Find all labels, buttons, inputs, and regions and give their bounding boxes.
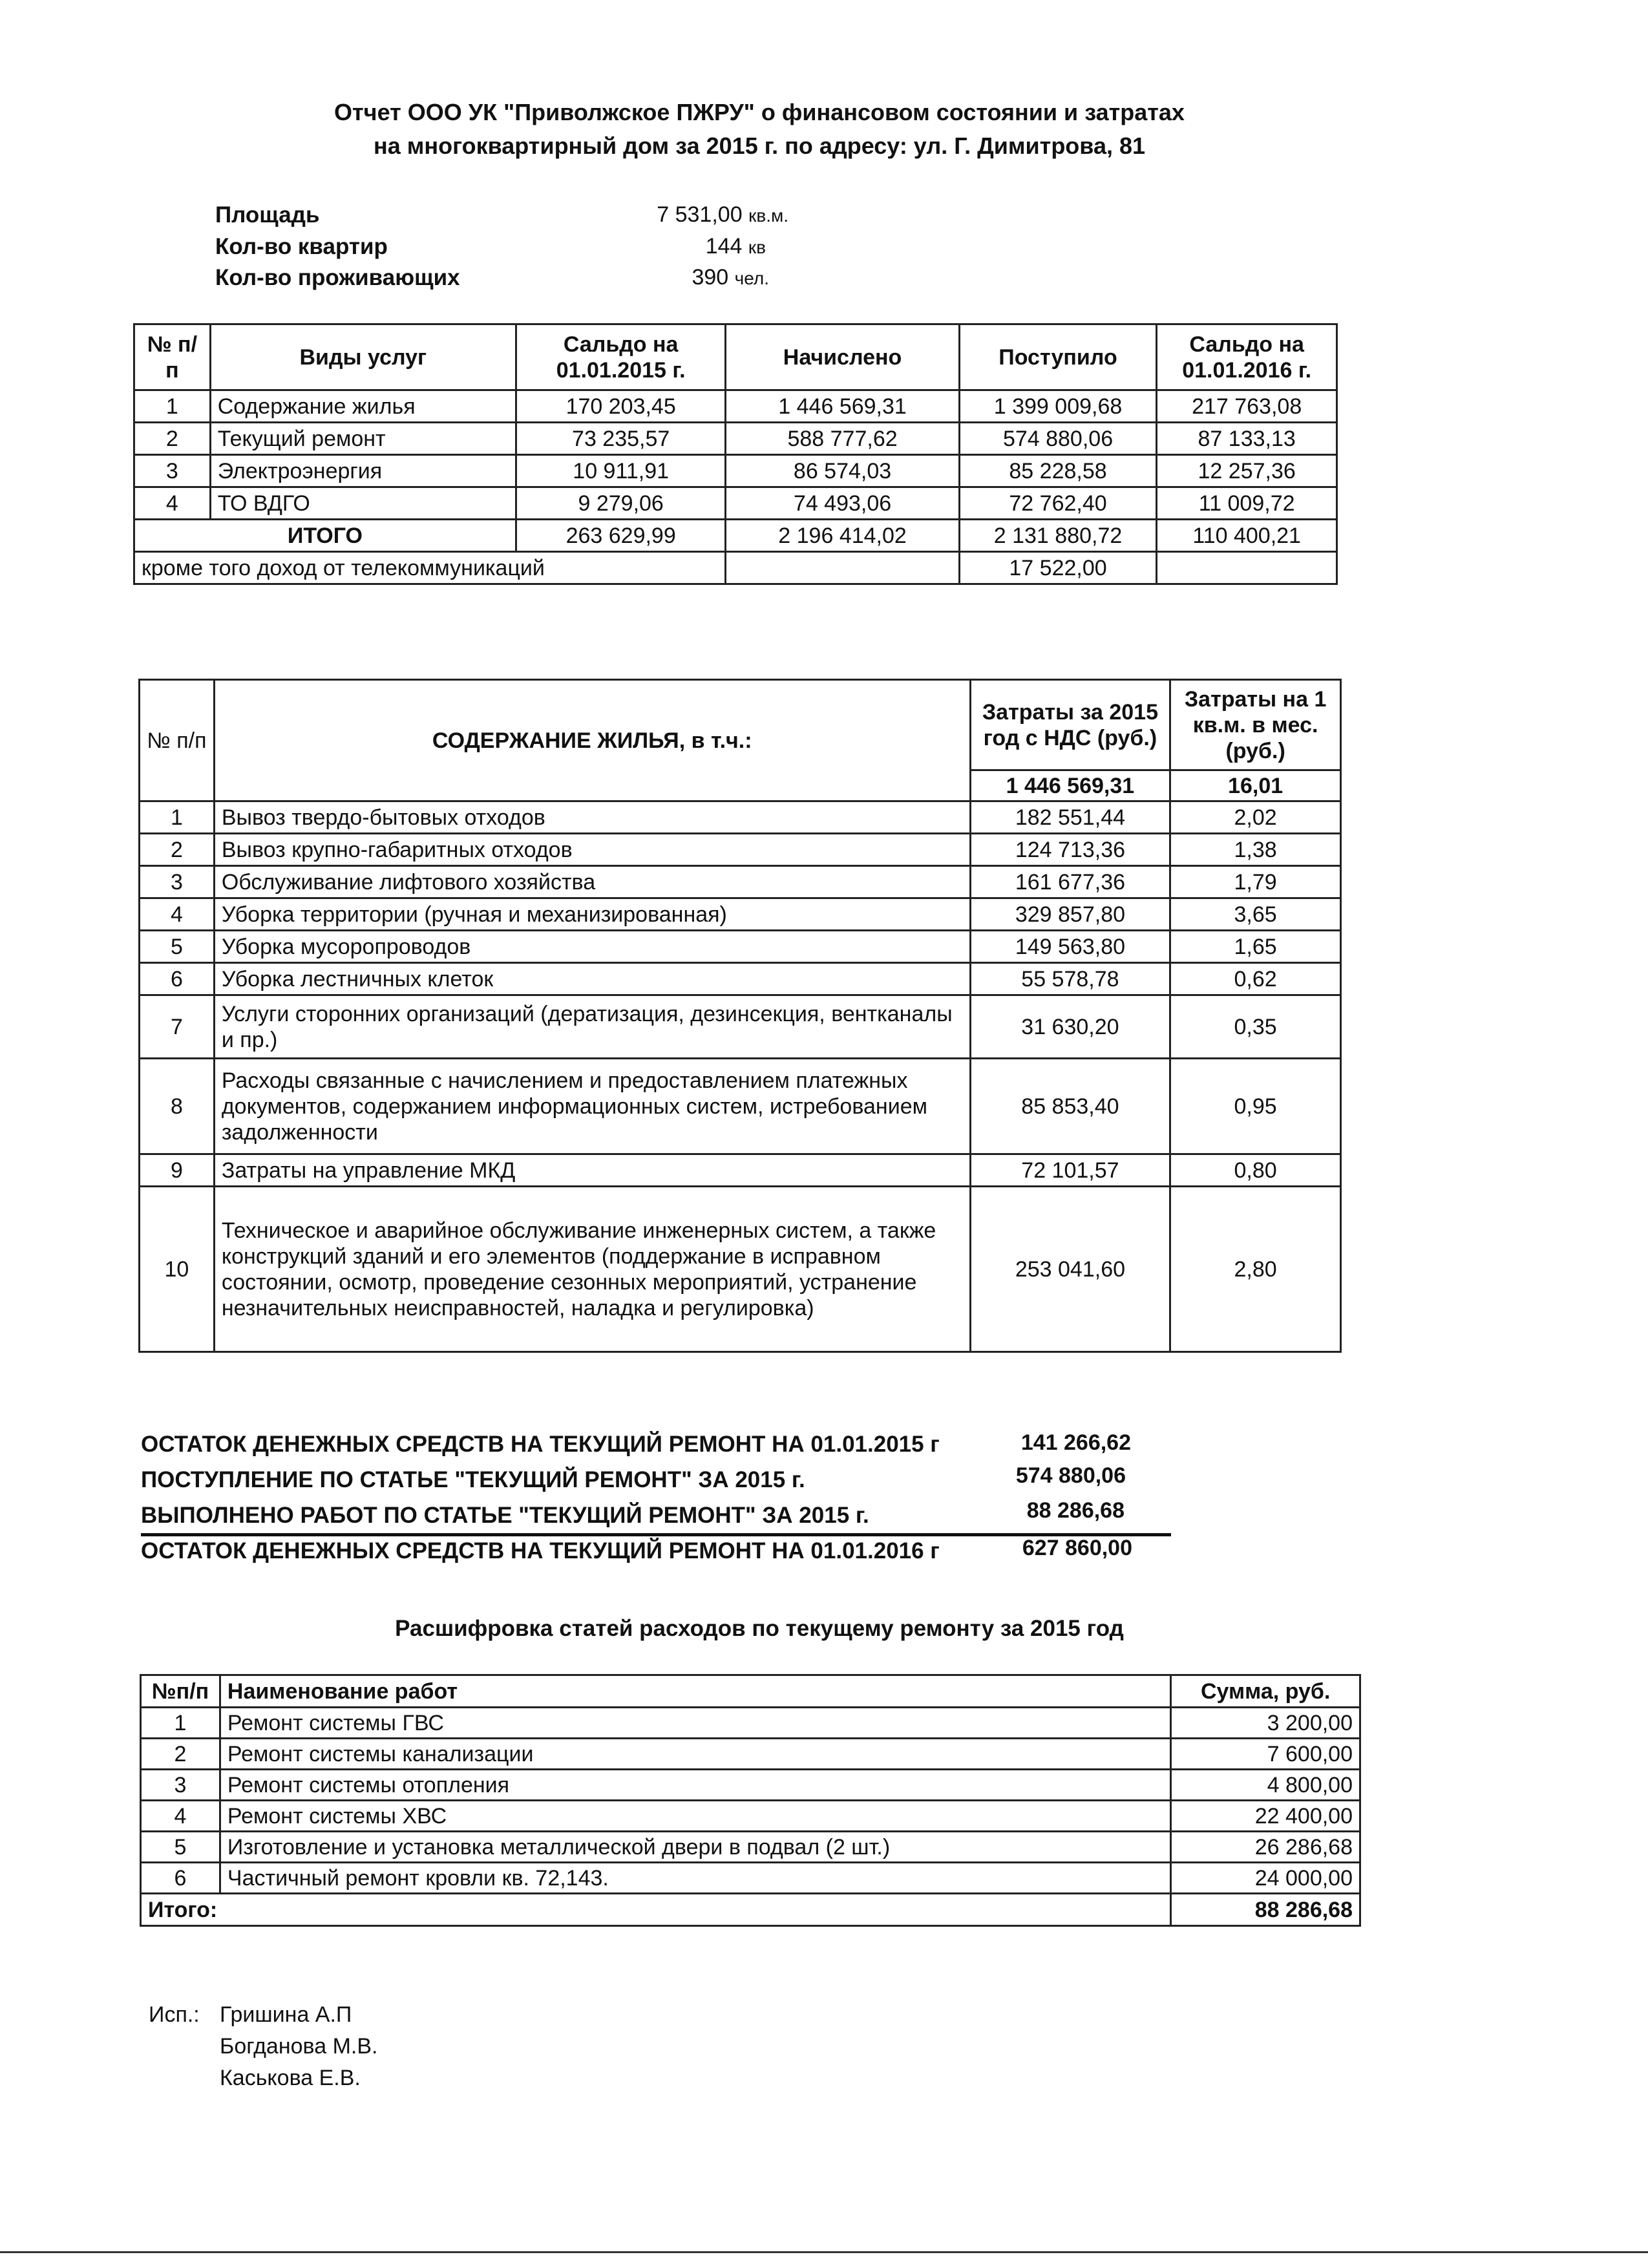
row-number: 1 — [140, 801, 215, 834]
balance-2016: 87 133,13 — [1157, 423, 1337, 455]
bottom-edge-line — [0, 2251, 1648, 2253]
balance-2016: 12 257,36 — [1157, 455, 1337, 487]
item-cost: 85 853,40 — [970, 1059, 1170, 1154]
table-row — [140, 866, 1341, 898]
work-sum: 24 000,00 — [1171, 1863, 1360, 1894]
report-title — [194, 96, 1325, 163]
col-header-number: №п/п — [141, 1675, 220, 1708]
item-name: Вывоз твердо-бытовых отходов — [214, 801, 970, 834]
charged: 74 493,06 — [726, 487, 959, 520]
total-label: ИТОГО — [134, 520, 516, 552]
residents-number: 390 — [692, 265, 729, 290]
table-row — [140, 898, 1341, 931]
services-total-row — [134, 520, 1337, 552]
charged: 1 446 569,31 — [726, 390, 959, 423]
row-number: 3 — [141, 1770, 220, 1801]
flats-number: 144 — [705, 234, 743, 259]
title-line-2: на многоквартирный дом за 2015 г. по адресу: ул. Г. Димитрова, 81 — [373, 132, 1146, 159]
service-name: ТО ВДГО — [210, 487, 516, 520]
repairs-total-sum: 88 286,68 — [1171, 1894, 1360, 1926]
row-number: 2 — [140, 834, 215, 866]
item-per-m2: 2,80 — [1170, 1187, 1341, 1352]
balance-2015: 73 235,57 — [516, 423, 725, 455]
received: 574 880,06 — [959, 423, 1157, 455]
table-row — [140, 995, 1341, 1059]
repairs-header-row — [141, 1675, 1360, 1708]
received: 72 762,40 — [959, 487, 1157, 520]
total-balance-2016: 110 400,21 — [1157, 520, 1337, 552]
item-cost: 55 578,78 — [970, 963, 1170, 995]
residents-value — [633, 265, 769, 290]
item-per-m2: 0,80 — [1170, 1154, 1341, 1187]
item-per-m2: 0,62 — [1170, 963, 1341, 995]
item-name: Расходы связанные с начислением и предоставлением платежных документов, содержанием информационных систем, истребованием задолженности — [214, 1059, 970, 1154]
row-number: 3 — [140, 866, 215, 898]
area-number: 7 531,00 — [657, 202, 743, 227]
row-number: 10 — [140, 1187, 215, 1352]
work-sum: 7 600,00 — [1171, 1739, 1360, 1770]
flats-label: Кол-во квартир — [215, 234, 388, 259]
item-name: Затраты на управление МКД — [214, 1154, 970, 1187]
item-per-m2: 1,65 — [1170, 931, 1341, 963]
item-per-m2: 3,65 — [1170, 898, 1341, 931]
total-balance-2015: 263 629,99 — [516, 520, 725, 552]
work-name: Ремонт системы канализации — [220, 1739, 1170, 1770]
area-unit: кв.м. — [748, 206, 788, 226]
col-header-received: Поступило — [959, 324, 1157, 390]
balance-2016: 11 009,72 — [1157, 487, 1337, 520]
work-name: Ремонт системы ГВС — [220, 1708, 1170, 1739]
charged: 588 777,62 — [726, 423, 959, 455]
table-row — [141, 1801, 1360, 1832]
row-number: 3 — [134, 455, 211, 487]
repairs-total-label: Итого: — [141, 1894, 1171, 1926]
total-per-m2: 16,01 — [1170, 770, 1341, 801]
table-row — [140, 1059, 1341, 1154]
repair-fund-value-2: 574 880,06 — [1015, 1463, 1126, 1488]
flats-unit: кв — [748, 237, 766, 257]
col-header-per-m2: Затраты на 1 кв.м. в мес. (руб.) — [1170, 680, 1341, 770]
repair-fund-value-3: 88 286,68 — [1026, 1498, 1125, 1523]
balance-2015: 9 279,06 — [516, 487, 725, 520]
item-name: Техническое и аварийное обслуживание инженерных систем, а также конструкций зданий и его элементов (поддержание в исправном состоянии, осмотр, проведение сезонных мероприятий, устранение незначительных неисправностей, наладка и регулировка) — [214, 1187, 970, 1352]
total-received: 2 131 880,72 — [959, 520, 1157, 552]
item-cost: 161 677,36 — [970, 866, 1170, 898]
item-cost: 31 630,20 — [970, 995, 1170, 1059]
item-cost: 124 713,36 — [970, 834, 1170, 866]
service-name: Содержание жилья — [210, 390, 516, 423]
col-header-work: Наименование работ — [220, 1675, 1170, 1708]
row-number: 1 — [141, 1708, 220, 1739]
extra-income-label: кроме того доход от телекоммуникаций — [134, 552, 726, 584]
signature-name-3: Каськова Е.В. — [220, 2066, 361, 2090]
table-row — [134, 390, 1337, 423]
repair-fund-row-4: ОСТАТОК ДЕНЕЖНЫХ СРЕДСТВ НА ТЕКУЩИЙ РЕМОНТ НА 01.01.2016 г — [141, 1538, 940, 1563]
item-cost: 329 857,80 — [970, 898, 1170, 931]
total-annual-cost: 1 446 569,31 — [970, 770, 1170, 801]
table-row — [140, 834, 1341, 866]
item-name: Вывоз крупно-габаритных отходов — [214, 834, 970, 866]
work-name: Частичный ремонт кровли кв. 72,143. — [220, 1863, 1170, 1894]
received: 85 228,58 — [959, 455, 1157, 487]
item-name: Обслуживание лифтового хозяйства — [214, 866, 970, 898]
item-per-m2: 2,02 — [1170, 801, 1341, 834]
col-header-charged: Начислено — [726, 324, 959, 390]
service-name: Текущий ремонт — [210, 423, 516, 455]
row-number: 8 — [140, 1059, 215, 1154]
work-name: Изготовление и установка металлической двери в подвал (2 шт.) — [220, 1832, 1170, 1863]
col-header-number: № п/п — [134, 324, 211, 390]
col-header-balance-2015: Сальдо на 01.01.2015 г. — [516, 324, 725, 390]
table-row — [140, 1154, 1341, 1187]
residents-label: Кол-во проживающих — [215, 265, 460, 290]
col-header-sum: Сумма, руб. — [1171, 1675, 1360, 1708]
col-header-maintenance: СОДЕРЖАНИЕ ЖИЛЬЯ, в т.ч.: — [214, 680, 970, 801]
maintenance-table — [138, 679, 1342, 1353]
service-name: Электроэнергия — [210, 455, 516, 487]
repair-fund-row-1: ОСТАТОК ДЕНЕЖНЫХ СРЕДСТВ НА ТЕКУЩИЙ РЕМОНТ НА 01.01.2015 г — [141, 1432, 940, 1457]
extra-income-empty-2 — [1157, 552, 1337, 584]
flats-value — [633, 234, 766, 259]
table-row — [140, 1187, 1341, 1352]
work-name: Ремонт системы отопления — [220, 1770, 1170, 1801]
table-row — [141, 1770, 1360, 1801]
balance-2015: 170 203,45 — [516, 390, 725, 423]
row-number: 5 — [141, 1832, 220, 1863]
table-row — [141, 1832, 1360, 1863]
title-line-1: Отчет ООО УК "Приволжское ПЖРУ" о финансовом состоянии и затратах — [334, 99, 1185, 125]
repairs-total-row — [141, 1894, 1360, 1926]
received: 1 399 009,68 — [959, 390, 1157, 423]
signature-name-2: Богданова М.В. — [220, 2034, 378, 2059]
item-per-m2: 0,95 — [1170, 1059, 1341, 1154]
item-name: Уборка мусоропроводов — [214, 931, 970, 963]
table-row — [134, 423, 1337, 455]
extra-income-value: 17 522,00 — [959, 552, 1157, 584]
item-cost: 149 563,80 — [970, 931, 1170, 963]
work-sum: 3 200,00 — [1171, 1708, 1360, 1739]
item-name: Услуги сторонних организаций (дератизация, дезинсекция, вентканалы и пр.) — [214, 995, 970, 1059]
item-per-m2: 1,79 — [1170, 866, 1341, 898]
row-number: 4 — [140, 898, 215, 931]
repairs-title: Расшифровка статей расходов по текущему ремонту за 2015 год — [395, 1616, 1124, 1641]
table-row — [140, 801, 1341, 834]
area-label: Площадь — [215, 202, 320, 228]
balance-2015: 10 911,91 — [516, 455, 725, 487]
table-row — [134, 455, 1337, 487]
extra-income-empty — [726, 552, 959, 584]
item-per-m2: 0,35 — [1170, 995, 1341, 1059]
item-name: Уборка лестничных клеток — [214, 963, 970, 995]
row-number: 6 — [141, 1863, 220, 1894]
residents-unit: чел. — [734, 268, 769, 288]
services-header-row — [134, 324, 1337, 390]
row-number: 7 — [140, 995, 215, 1059]
item-cost: 182 551,44 — [970, 801, 1170, 834]
row-number: 1 — [134, 390, 211, 423]
table-row — [140, 963, 1341, 995]
table-row — [141, 1863, 1360, 1894]
work-sum: 4 800,00 — [1171, 1770, 1360, 1801]
maintenance-header-row — [140, 680, 1341, 770]
col-header-service: Виды услуг — [210, 324, 516, 390]
charged: 86 574,03 — [726, 455, 959, 487]
col-header-number: № п/п — [140, 680, 215, 801]
total-charged: 2 196 414,02 — [726, 520, 959, 552]
row-number: 6 — [140, 963, 215, 995]
row-number: 5 — [140, 931, 215, 963]
table-row — [134, 487, 1337, 520]
table-row — [141, 1739, 1360, 1770]
repair-fund-row-2: ПОСТУПЛЕНИЕ ПО СТАТЬЕ "ТЕКУЩИЙ РЕМОНТ" ЗА 2015 г. — [141, 1467, 805, 1492]
work-sum: 26 286,68 — [1171, 1832, 1360, 1863]
services-table — [133, 323, 1338, 585]
balance-2016: 217 763,08 — [1157, 390, 1337, 423]
signature-label: Исп.: — [149, 2002, 200, 2027]
repairs-table — [140, 1674, 1361, 1927]
col-header-annual-cost: Затраты за 2015 год с НДС (руб.) — [970, 680, 1170, 770]
repair-fund-value-4: 627 860,00 — [1022, 1536, 1132, 1560]
repair-fund-row-3: ВЫПОЛНЕНО РАБОТ ПО СТАТЬЕ "ТЕКУЩИЙ РЕМОНТ" ЗА 2015 г. — [141, 1503, 869, 1528]
row-number: 4 — [141, 1801, 220, 1832]
area-value — [633, 202, 788, 228]
row-number: 4 — [134, 487, 211, 520]
item-per-m2: 1,38 — [1170, 834, 1341, 866]
col-header-balance-2016: Сальдо на 01.01.2016 г. — [1157, 324, 1337, 390]
row-number: 2 — [141, 1739, 220, 1770]
extra-income-row — [134, 552, 1337, 584]
item-cost: 72 101,57 — [970, 1154, 1170, 1187]
row-number: 2 — [134, 423, 211, 455]
row-number: 9 — [140, 1154, 215, 1187]
item-cost: 253 041,60 — [970, 1187, 1170, 1352]
signature-name-1: Гришина А.П — [220, 2002, 352, 2027]
table-row — [141, 1708, 1360, 1739]
repair-fund-value-1: 141 266,62 — [1020, 1430, 1131, 1455]
item-name: Уборка территории (ручная и механизированная) — [214, 898, 970, 931]
table-row — [140, 931, 1341, 963]
work-sum: 22 400,00 — [1171, 1801, 1360, 1832]
work-name: Ремонт системы ХВС — [220, 1801, 1170, 1832]
